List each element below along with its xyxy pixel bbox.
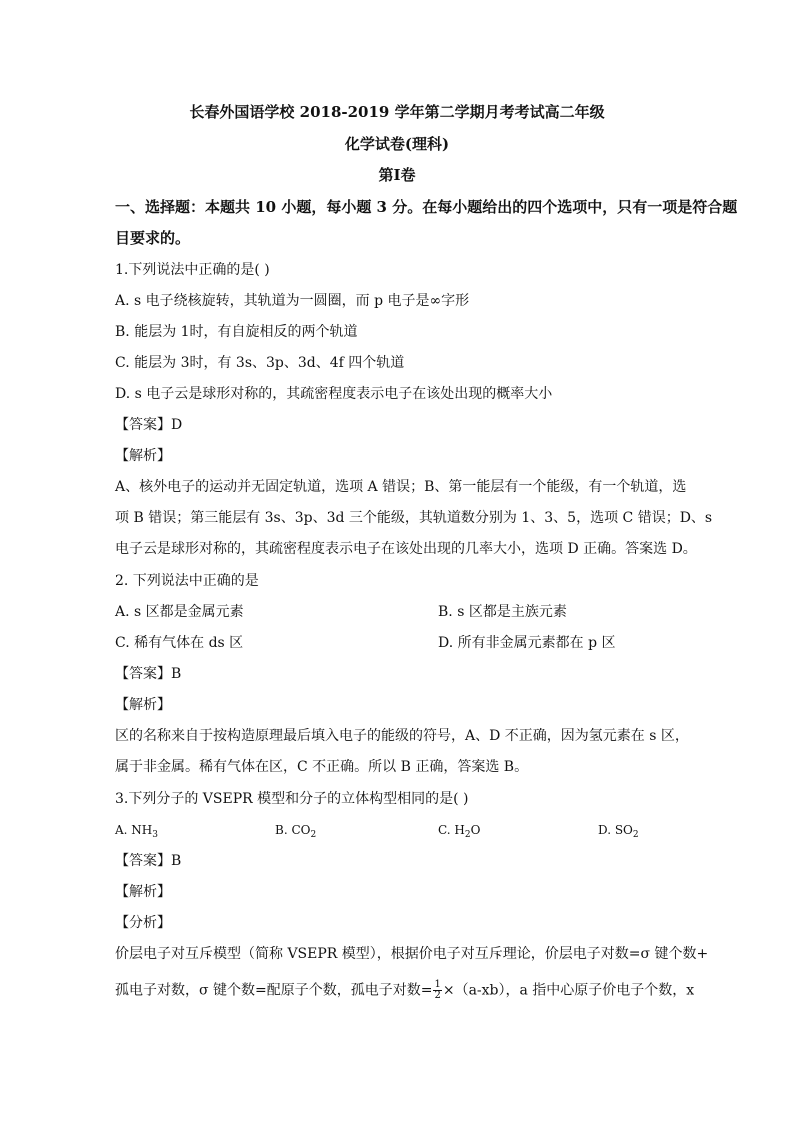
question-2-option-a: A. s 区都是金属元素 (115, 604, 244, 620)
exam-title: 长春外国语学校 2018-2019 学年第二学期月考考试高二年级 (189, 103, 605, 121)
question-1-option-b: B. 能层为 1时，有自旋相反的两个轨道 (115, 324, 358, 340)
question-3-option-d: D. $SO_2$ (598, 823, 639, 840)
question-2-analysis-line: 区的名称来自于按构造原理最后填入电子的能级的符号，A、D 不正确，因为氢元素在 s 区， (115, 728, 689, 744)
question-2-stem: 2. 下列说法中正确的是 (115, 573, 259, 589)
question-1-option-a: A. s 电子绕核旋转，其轨道为一圆圈，而 p 电子是∞字形 (115, 293, 470, 309)
question-1-analysis-label: 【解析】 (115, 448, 171, 464)
question-1-option-d: D. s 电子云是球形对称的，其疏密程度表示电子在该处出现的概率大小 (115, 386, 553, 402)
fraction-one-half: $\frac{1}{2}$ (434, 979, 441, 1001)
question-1-stem: 1.下列说法中正确的是( ) (115, 262, 270, 278)
question-3-analysis-line-with-fraction: 孤电子对数，σ 键个数=配原子个数，孤电子对数= $\frac{1}{2}$ ×（a-xb），a 指中心原子价电子个数，x (115, 979, 695, 1001)
question-3-option-c: C. $H_2O$ (438, 823, 481, 840)
question-2-analysis-label: 【解析】 (115, 697, 171, 713)
question-1-answer: 【答案】D (115, 417, 183, 433)
question-2-option-d: D. 所有非金属元素都在 p 区 (438, 635, 616, 651)
section-heading-line2: 目要求的。 (115, 229, 191, 247)
question-1-analysis-line: A、核外电子的运动并无固定轨道，选项 A 错误；B、第一能层有一个能级，有一个轨道，选 (115, 479, 687, 495)
question-2-answer: 【答案】B (115, 666, 182, 682)
volume-heading: 第Ⅰ卷 (378, 166, 416, 184)
exam-subtitle: 化学试卷(理科) (344, 135, 450, 153)
question-2-option-c: C. 稀有气体在 ds 区 (115, 635, 244, 651)
question-3-option-a: A. $NH_3$ (115, 823, 158, 840)
question-2-option-b: B. s 区都是主族元素 (438, 604, 567, 620)
question-1-option-c: C. 能层为 3时，有 3s、3p、3d、4f 四个轨道 (115, 355, 405, 371)
question-2-analysis-line: 属于非金属。稀有气体在区，C 不正确。所以 B 正确，答案选 B。 (115, 759, 529, 775)
question-3-analysis-line: 价层电子对互斥模型（简称 VSEPR 模型），根据价电子对互斥理论，价层电子对数=σ 键个数+ (115, 946, 709, 962)
section-heading-line1: 一、选择题：本题共 10 小题，每小题 3 分。在每小题给出的四个选项中，只有一项是符合题 (115, 198, 738, 216)
question-3-analysis-label: 【解析】 (115, 884, 171, 900)
question-1-analysis-line: 电子云是球形对称的，其疏密程度表示电子在该处出现的几率大小，选项 D 正确。答案选 D。 (115, 541, 697, 557)
question-3-option-b: B. $CO_2$ (275, 823, 317, 840)
question-3-stem: 3.下列分子的 VSEPR 模型和分子的立体构型相同的是( ) (115, 791, 469, 807)
question-3-fenxi-label: 【分析】 (115, 915, 171, 931)
question-3-answer: 【答案】B (115, 853, 182, 869)
question-1-analysis-line: 项 B 错误；第三能层有 3s、3p、3d 三个能级，其轨道数分别为 1、3、5，选项 C 错误；D、s (115, 510, 713, 526)
